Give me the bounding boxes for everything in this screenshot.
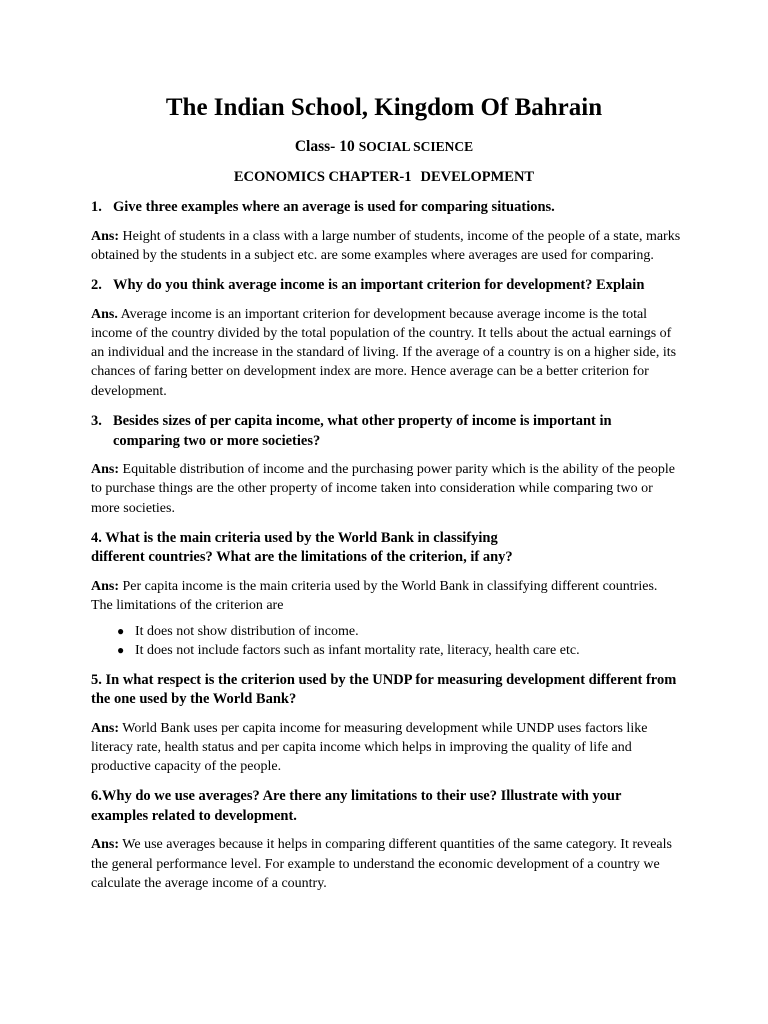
answer-text: We use averages because it helps in comparing different quantities of the same category. It reveals the general performance level. For example to understand the economic development of a country we calculate the average income of a country. <box>91 837 672 892</box>
question-2 <box>91 276 681 296</box>
answer-1 <box>91 227 681 266</box>
answer-text: Per capita income is the main criteria used by the World Bank in classifying different countries. The limitations of the criterion are <box>91 578 658 614</box>
question-3 <box>91 412 681 451</box>
list-item: ● It does not show distribution of income. <box>91 622 681 642</box>
answer-label: Ans: <box>91 462 120 478</box>
answer-label: Ans: <box>91 228 120 244</box>
list-item: ● It does not include factors such as infant mortality rate, literacy, health care etc. <box>91 641 681 661</box>
question-text-line-1: 4. What is the main criteria used by the World Bank in classifying <box>91 529 498 546</box>
answer-6 <box>91 835 681 893</box>
bullet-icon: ● <box>117 623 125 638</box>
answer-text: World Bank uses per capita income for measuring development while UNDP uses factors like literacy rate, health status and per capita income which helps in improving the quality of life and productive capacity of the people. <box>91 720 648 775</box>
answer-3 <box>91 460 681 518</box>
question-6: 6.Why do we use averages? Are there any limitations to their use? Illustrate with your examples related to development. <box>91 788 622 824</box>
answer-2 <box>91 305 681 401</box>
question-1 <box>91 198 681 218</box>
question-text: Besides sizes of per capita income, what other property of income is important in comparing two or more societies? <box>113 413 612 449</box>
limitations-list <box>91 622 681 661</box>
bullet-icon: ● <box>117 643 125 658</box>
question-text-line-2: different countries? What are the limitations of the criterion, if any? <box>91 549 513 566</box>
class-label: Class- 10 <box>294 138 355 155</box>
subject-label: SOCIAL SCIENCE <box>358 139 474 154</box>
answer-text: Average income is an important criterion for development because average income is the total income of the country divided by the total population of the country. It tells about the actual earnings of an individual and the increase in the standard of living. If the average of a country is on a higher side, its chances of faring better on development index are more. Hence average can be a better criterion for development. <box>91 306 677 399</box>
answer-label: Ans: <box>91 720 120 736</box>
qa-content <box>91 198 681 904</box>
question-text: Give three examples where an average is used for comparing situations. <box>113 199 555 215</box>
class-subject-line <box>0 136 768 158</box>
answer-4 <box>91 577 681 616</box>
question-number: 1. <box>91 199 102 215</box>
answer-text: Height of students in a class with a large number of students, income of the people of a state, marks obtained by the students in a subject etc. are some examples where averages are used for comparing. <box>91 228 681 263</box>
school-title: The Indian School, Kingdom Of Bahrain <box>165 94 603 121</box>
answer-label: Ans: <box>91 837 120 853</box>
question-4 <box>91 529 681 568</box>
chapter-title: DEVELOPMENT <box>420 169 535 185</box>
answer-label: Ans: <box>91 578 120 594</box>
answer-5 <box>91 719 681 777</box>
answer-label: Ans. <box>91 306 118 322</box>
answer-text: Equitable distribution of income and the purchasing power parity which is the ability of the people to purchase things are the other property of income taken into consideration while comparing two or more societies. <box>91 462 675 516</box>
question-text: Why do you think average income is an important criterion for development? Explain <box>113 277 645 294</box>
chapter-heading <box>0 166 768 188</box>
question-5: 5. In what respect is the criterion used by the UNDP for measuring development different from the one used by the World Bank? <box>91 671 677 708</box>
question-number: 2. <box>91 277 102 294</box>
question-number: 3. <box>91 413 102 430</box>
chapter-prefix: ECONOMICS CHAPTER-1 <box>233 169 412 185</box>
